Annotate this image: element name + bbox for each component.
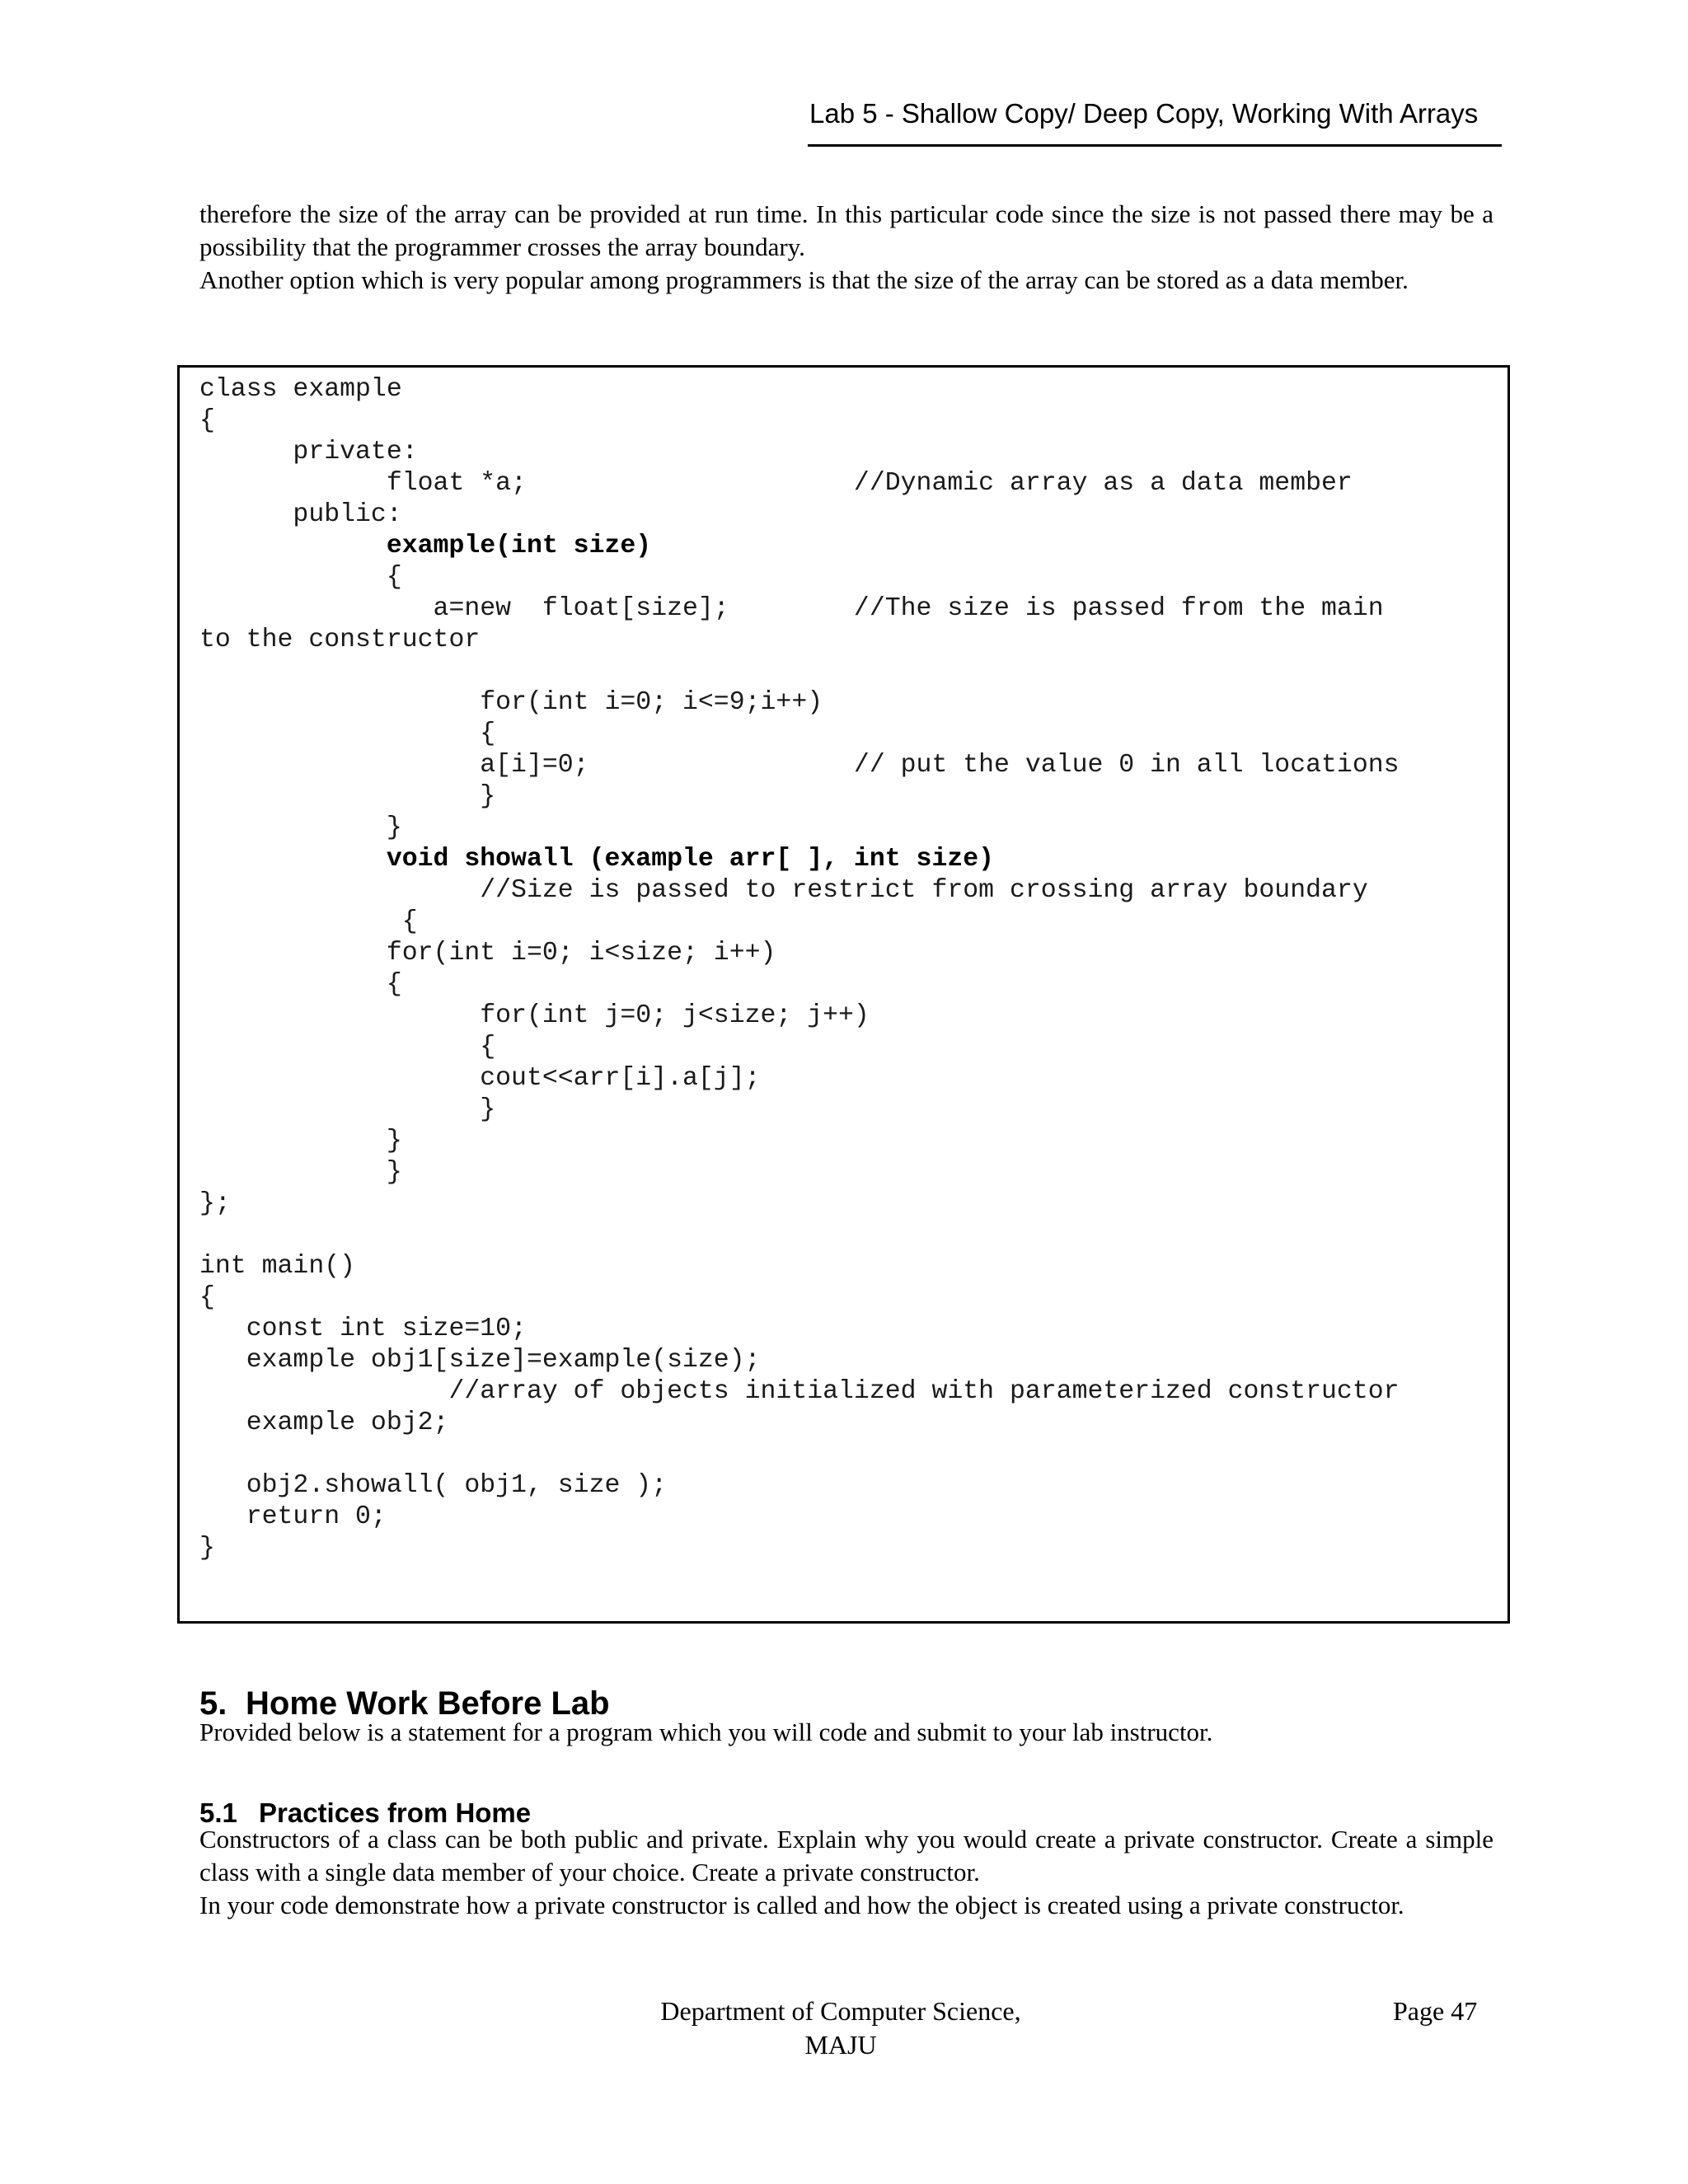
section-5-1-paragraph-2: In your code demonstrate how a private constructor is called and how the object is created using a private constructor.: [199, 1891, 1404, 1919]
code-line: }: [199, 1534, 215, 1563]
code-line: {: [199, 406, 215, 435]
code-line: }: [199, 1158, 402, 1187]
code-line: float *a; //Dynamic array as a data member: [199, 469, 1353, 498]
code-line: example obj2;: [199, 1408, 449, 1437]
intro-paragraph-1: therefore the size of the array can be provided at run time. In this particular code since the size is not passed there may be a possibility that the programmer crosses the array boundary.: [199, 199, 1493, 261]
code-line: {: [199, 563, 402, 592]
section-5-number: 5.: [199, 1685, 227, 1722]
code-line: };: [199, 1189, 231, 1218]
code-line: }: [199, 782, 496, 811]
code-line: [199, 1220, 1400, 1251]
code-line: }: [199, 813, 402, 842]
section-5-1-number: 5.1: [199, 1797, 237, 1828]
code-line: for(int i=0; i<size; i++): [199, 939, 776, 968]
code-line: void showall (example arr[ ], int size): [199, 845, 995, 874]
running-header-title: Lab 5 - Shallow Copy/ Deep Copy, Working With Arrays: [809, 98, 1479, 129]
section-5-1-paragraph-1: Constructors of a class can be both public and private. Explain why you would create a private constructor. Create a simple class with a single data member of your choice. Create a private constructor.: [199, 1825, 1493, 1886]
code-line: public:: [199, 500, 402, 529]
footer-department-line-1: Department of Computer Science,: [660, 1996, 1021, 2026]
code-line: example obj1[size]=example(size);: [199, 1346, 761, 1375]
footer-department-line-2: MAJU: [804, 2030, 877, 2060]
code-line: for(int i=0; i<=9;i++): [199, 688, 823, 717]
code-line: example(int size): [199, 532, 652, 560]
footer-page-number: Page 47: [1393, 1996, 1478, 2026]
code-line: {: [199, 970, 402, 999]
code-line: [199, 656, 1400, 687]
code-line: {: [199, 719, 496, 748]
code-line: }: [199, 1095, 496, 1124]
code-line: int main(): [199, 1252, 356, 1281]
code-line: [199, 1439, 1400, 1470]
code-line: a[i]=0; // put the value 0 in all locations: [199, 751, 1400, 780]
code-line: private:: [199, 438, 418, 466]
code-line: obj2.showall( obj1, size );: [199, 1471, 668, 1500]
code-line: {: [199, 1283, 215, 1312]
footer-department: [577, 1994, 1104, 2062]
header-rule: [808, 144, 1502, 147]
code-line: const int size=10;: [199, 1315, 527, 1343]
section-5-1-title: Practices from Home: [259, 1797, 532, 1828]
code-line: return 0;: [199, 1502, 387, 1531]
code-line: a=new float[size]; //The size is passed from the main: [199, 594, 1384, 623]
code-listing: [199, 374, 1400, 1564]
section-5-title: Home Work Before Lab: [246, 1685, 610, 1722]
section-5-body: Provided below is a statement for a program which you will code and submit to your lab instructor.: [199, 1718, 1213, 1746]
code-line: class example: [199, 375, 402, 404]
code-line: {: [199, 1033, 496, 1062]
code-line: for(int j=0; j<size; j++): [199, 1001, 870, 1030]
intro-paragraph-2: Another option which is very popular among programmers is that the size of the array can be stored as a data member.: [199, 265, 1409, 294]
code-line: to the constructor: [199, 626, 481, 654]
code-line: {: [199, 907, 418, 936]
code-line: cout<<arr[i].a[j];: [199, 1064, 761, 1093]
code-line: //array of objects initialized with parameterized constructor: [199, 1377, 1400, 1406]
code-line: //Size is passed to restrict from crossing array boundary: [199, 876, 1368, 905]
code-line: }: [199, 1127, 402, 1155]
